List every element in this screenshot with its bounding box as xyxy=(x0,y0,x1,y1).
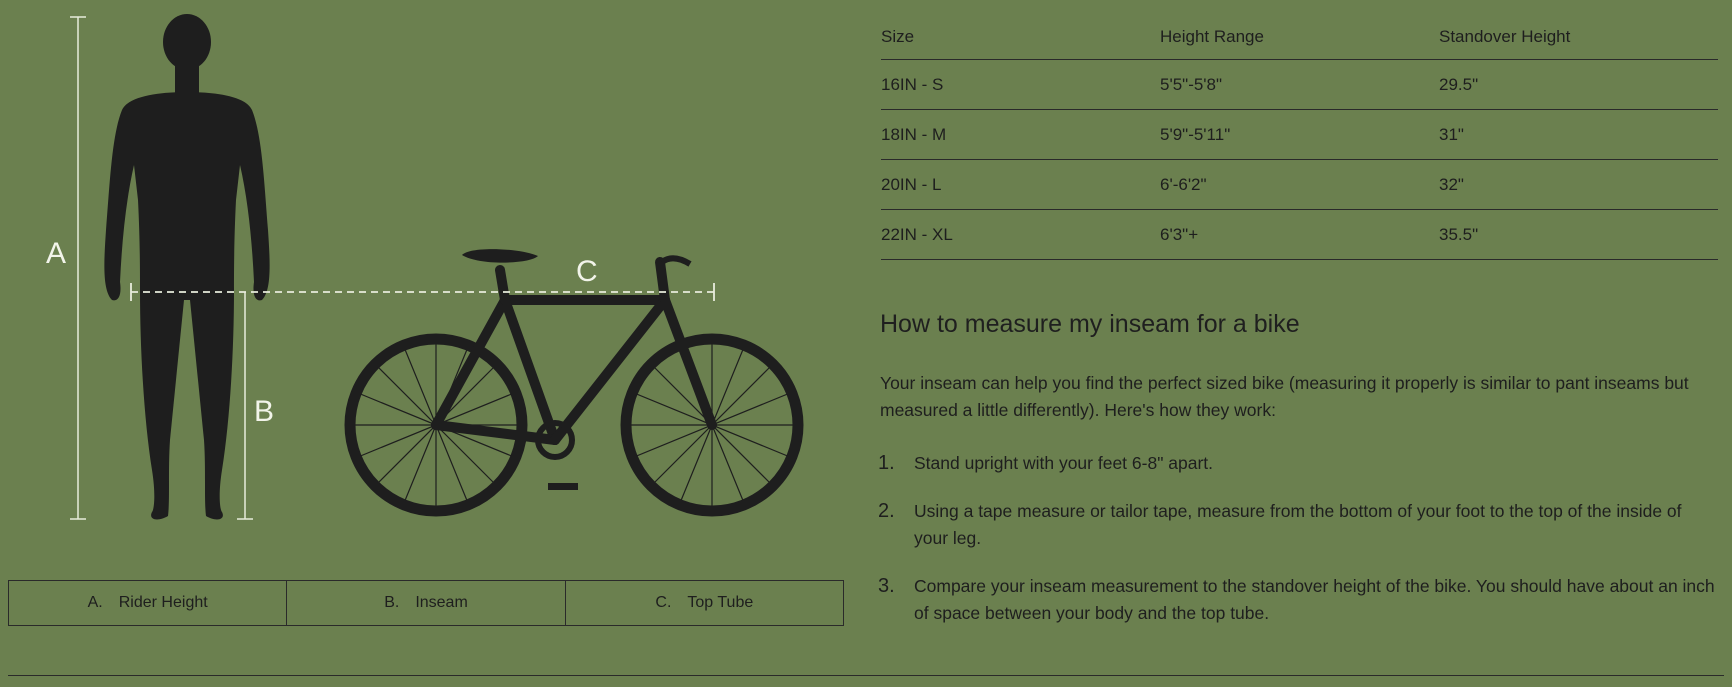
size-chart-table xyxy=(881,15,1718,260)
legend-rider-height xyxy=(9,581,287,625)
rider-height-measure xyxy=(70,17,86,519)
table-row xyxy=(881,160,1718,210)
step-number: 2. xyxy=(878,500,895,522)
legend-label: Rider Height xyxy=(118,594,208,611)
size-cell: 18IN - M xyxy=(881,110,1160,160)
size-cell: 22IN - XL xyxy=(881,210,1160,260)
measurement-legend xyxy=(8,580,844,626)
standover-height-cell: 35.5" xyxy=(1439,210,1718,260)
measurement-diagram xyxy=(0,0,860,560)
height-range-cell: 5'9"-5'11" xyxy=(1160,110,1439,160)
step-text: Using a tape measure or tailor tape, measure from the bottom of your foot to the top of the inside of your leg. xyxy=(914,501,1682,548)
standover-height-cell: 29.5" xyxy=(1439,60,1718,110)
inseam-guide-title: How to measure my inseam for a bike xyxy=(880,310,1300,338)
list-item xyxy=(878,498,1718,552)
bicycle-silhouette-icon xyxy=(350,258,798,511)
inseam-measure xyxy=(237,292,253,519)
bottom-divider xyxy=(8,675,1724,676)
legend-letter: B. xyxy=(384,594,400,611)
size-cell: 16IN - S xyxy=(881,60,1160,110)
legend-top-tube xyxy=(566,581,843,625)
column-header-height-range: Height Range xyxy=(1160,15,1439,60)
bike-pedal-icon xyxy=(548,483,578,490)
standover-height-cell: 31" xyxy=(1439,110,1718,160)
legend-letter: C. xyxy=(655,594,672,611)
list-item xyxy=(878,450,1718,477)
step-number: 3. xyxy=(878,575,895,597)
height-range-cell: 5'5"-5'8" xyxy=(1160,60,1439,110)
legend-label: Top Tube xyxy=(687,594,754,611)
step-text: Compare your inseam measurement to the standover height of the bike. You should have about an inch of space between your body and the top tube. xyxy=(914,576,1715,623)
bike-saddle-icon xyxy=(462,249,538,263)
list-item xyxy=(878,573,1718,627)
size-cell: 20IN - L xyxy=(881,160,1160,210)
label-a: A xyxy=(46,237,67,270)
standover-height-cell: 32" xyxy=(1439,160,1718,210)
column-header-size: Size xyxy=(881,15,1160,60)
legend-letter: A. xyxy=(87,594,103,611)
table-row xyxy=(881,110,1718,160)
legend-inseam xyxy=(287,581,565,625)
inseam-guide-intro: Your inseam can help you find the perfect sized bike (measuring it properly is similar to pant inseams but measured a little differently). Here's how they work: xyxy=(880,373,1689,420)
column-header-standover-height: Standover Height xyxy=(1439,15,1718,60)
label-b: B xyxy=(254,395,275,428)
step-number: 1. xyxy=(878,452,895,474)
table-row xyxy=(881,210,1718,260)
step-text: Stand upright with your feet 6-8" apart. xyxy=(914,453,1214,473)
height-range-cell: 6'-6'2" xyxy=(1160,160,1439,210)
inseam-steps-list xyxy=(878,450,1718,648)
table-header-row xyxy=(881,15,1718,60)
height-range-cell: 6'3"+ xyxy=(1160,210,1439,260)
table-row xyxy=(881,60,1718,110)
legend-label: Inseam xyxy=(415,594,468,611)
label-c: C xyxy=(576,255,598,288)
